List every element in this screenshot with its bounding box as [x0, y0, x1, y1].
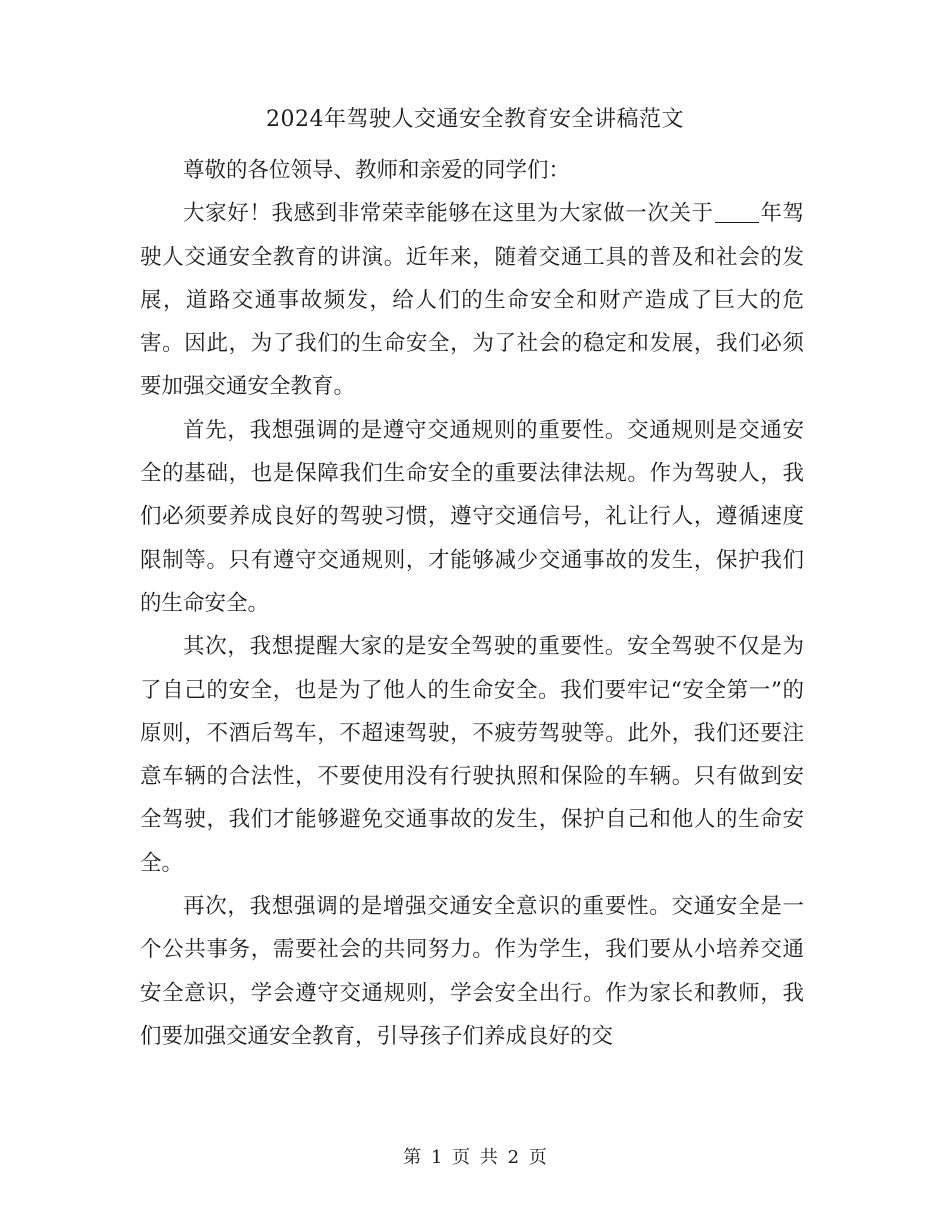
fill-in-blank [715, 200, 759, 223]
page-footer: 第 1 页 共 2 页 [403, 1147, 547, 1168]
salutation: 尊敬的各位领导、教师和亲爱的同学们： [183, 158, 571, 183]
paragraph-intro-rest: 年驾驶人交通安全教育的讲演。近年来，随着交通工具的普及和社会的发展，道路交通事故频发，给人们的生命安全和财产造成了巨大的危害。因此，为了我们的生命安全，为了社会的稳定和发展，我们必须要加强交通安全教育。 [140, 201, 804, 400]
paragraph-intro-start: 大家好！我感到非常荣幸能够在这里为大家做一次关于 [183, 201, 714, 227]
paragraph-awareness: 再次，我想强调的是增强交通安全意识的重要性。交通安全是一个公共事务，需要社会的共同努力。作为学生，我们要从小培养交通安全意识，学会遵守交通规则，学会安全出行。作为家长和教师，我们要加强交通安全教育，引导孩子们养成良好的交 [140, 894, 804, 1049]
paragraph-safe-driving: 其次，我想提醒大家的是安全驾驶的重要性。安全驾驶不仅是为了自己的安全，也是为了他人的生命安全。我们要牢记“安全第一”的原则，不酒后驾车，不超速驾驶，不疲劳驾驶等。此外，我们还要注意车辆的合法性，不要使用没有行驶执照和保险的车辆。只有做到安全驾驶，我们才能够避免交通事故的发生，保护自己和他人的生命安全。 [140, 634, 804, 876]
paragraph-intro [140, 192, 804, 408]
paragraph-rules: 首先，我想强调的是遵守交通规则的重要性。交通规则是交通安全的基础，也是保障我们生命安全的重要法律法规。作为驾驶人，我们必须要养成良好的驾驶习惯，遵守交通信号，礼让行人，遵循速度限制等。只有遵守交通规则，才能够减少交通事故的发生，保护我们的生命安全。 [140, 417, 804, 616]
document-body [140, 149, 804, 1058]
document-title: 2024年驾驶人交通安全教育安全讲稿范文 [266, 107, 684, 132]
